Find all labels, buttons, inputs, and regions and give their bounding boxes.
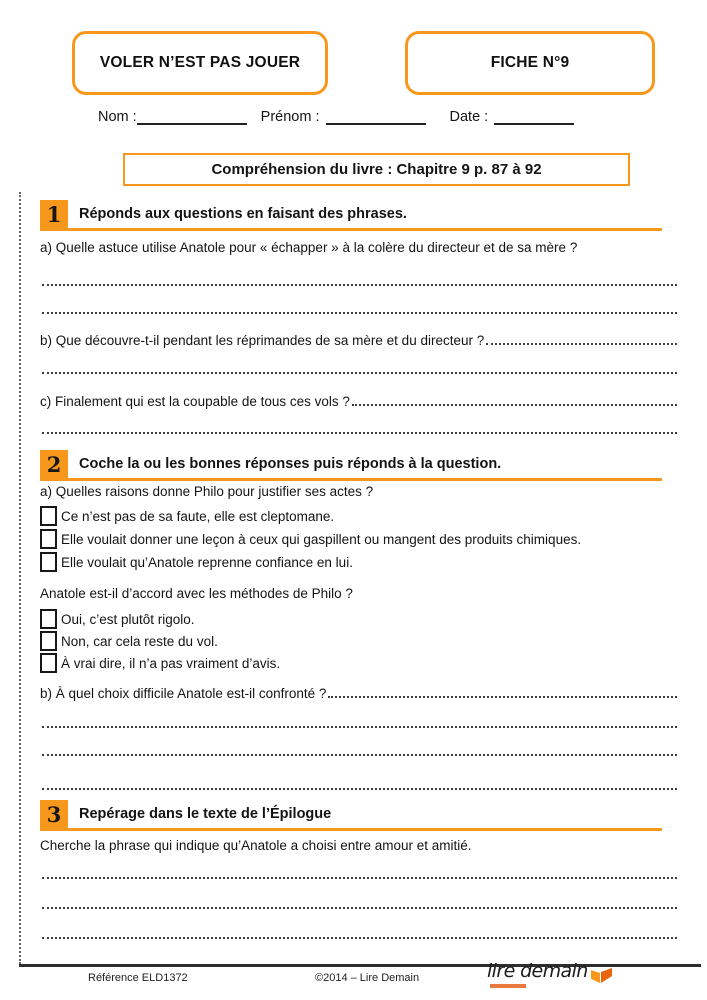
question-1b: b) Que découvre-t-il pendant les réprimandes de sa mère et du directeur ? [40,333,485,348]
checkbox[interactable] [40,631,57,651]
choice-label: Non, car cela reste du vol. [61,633,218,649]
answer-leader [328,696,677,698]
checkbox[interactable] [40,609,57,629]
date-label: Date : [449,109,489,125]
question-2b-row [40,686,677,701]
book-title-box [72,31,328,95]
section-1-header [40,200,662,231]
choice-row [40,653,677,673]
book-title: VOLER N’EST PAS JOUER [99,54,301,71]
choice-label: Elle voulait donner une leçon à ceux qui gaspillent ou mangent des produits chimiques. [61,531,582,547]
answer-leader [352,404,677,406]
checkbox[interactable] [40,552,57,572]
checkbox[interactable] [40,506,57,526]
section-1-title: Réponds aux questions en faisant des phrases. [79,206,407,222]
logo-text: lire demain [487,960,588,982]
logo-tagline [490,984,526,988]
choice-row [40,552,677,572]
choice-row [40,631,677,651]
section-2-number-badge: 2 [40,450,68,478]
answer-line [42,284,677,286]
answer-line [42,907,677,909]
answer-line [42,937,677,939]
section-1-number-badge: 1 [40,200,68,228]
section-2-title: Coche la ou les bonnes réponses puis réponds à la question. [79,456,502,472]
prenom-write-line [326,108,426,125]
checkbox[interactable] [40,529,57,549]
answer-line [42,372,677,374]
section-3-instruction: Cherche la phrase qui indique qu’Anatole a choisi entre amour et amitié. [40,838,472,853]
question-2b: b) À quel choix difficile Anatole est-il confronté ? [40,686,327,701]
answer-line [42,788,677,790]
choice-label: Elle voulait qu’Anatole reprenne confiance en lui. [61,554,353,570]
answer-line [42,754,677,756]
prenom-label: Prénom : [260,109,320,125]
question-2-mid: Anatole est-il d’accord avec les méthodes de Philo ? [40,586,353,601]
choice-label: À vrai dire, il n’a pas vraiment d’avis. [61,655,281,671]
question-1b-row [40,333,677,348]
choice-row [40,529,677,549]
section-3-number-badge: 3 [40,800,68,828]
question-1c-row [40,394,677,409]
comprehension-banner [123,153,630,186]
answer-line [42,726,677,728]
answer-leader [486,343,677,345]
sheet-number: FICHE N°9 [490,54,570,71]
answer-line [42,877,677,879]
answer-line [42,432,677,434]
footer-reference: Référence ELD1372 [88,972,188,984]
question-1a: a) Quelle astuce utilise Anatole pour « échapper » à la colère du directeur et de sa mère ? [40,240,578,255]
checkbox[interactable] [40,653,57,673]
choice-row [40,506,677,526]
publisher-logo [487,962,613,986]
sheet-number-box [405,31,655,95]
date-write-line [494,108,574,125]
identity-row [98,108,574,125]
choice-label: Oui, c’est plutôt rigolo. [61,611,195,627]
banner-text: Compréhension du livre : Chapitre 9 p. 87 à 92 [211,161,542,178]
section-3-header [40,800,662,831]
choice-row [40,609,677,629]
section-2-header [40,450,662,481]
question-1c: c) Finalement qui est la coupable de tous ces vols ? [40,394,350,409]
footer-copyright: ©2014 – Lire Demain [315,972,420,984]
section-3-title: Repérage dans le texte de l’Épilogue [79,806,332,822]
answer-line [42,312,677,314]
choice-label: Ce n’est pas de sa faute, elle est cleptomane. [61,508,335,524]
question-2a: a) Quelles raisons donne Philo pour justifier ses actes ? [40,484,374,499]
nom-label: Nom : [98,109,137,125]
nom-write-line [137,108,247,125]
left-margin-rule [19,192,21,964]
open-book-icon [589,966,613,986]
